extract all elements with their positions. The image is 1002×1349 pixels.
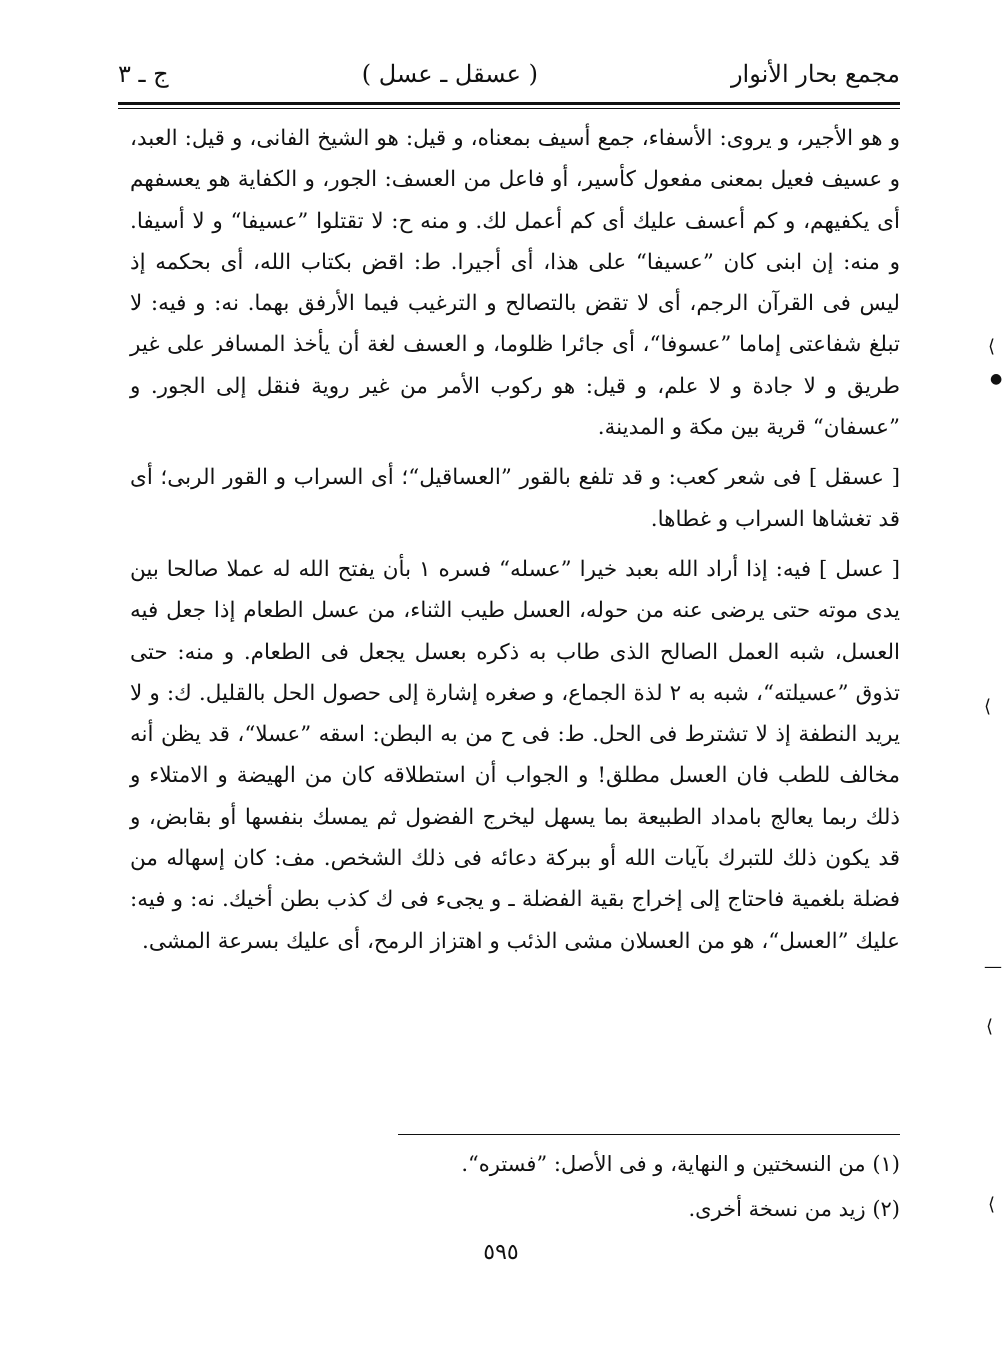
footnote-1: (١) من النسختين و النهاية، و فى الأصل: ”فستره“. bbox=[461, 1152, 900, 1176]
margin-mark: ⟩ bbox=[988, 336, 996, 357]
margin-mark: — bbox=[984, 956, 1002, 977]
page-number: ٥٩٥ bbox=[483, 1240, 519, 1265]
paragraph-asif: و هو الأجير، و يروى: الأسفاء، جمع أسيف بمعناه، و قيل: هو الشيخ الفانى، و قيل: العبد، و عسيف فعيل بمعنى مفعول كأسير، أو فاعل من العسف: الجور، و الكفاية هو يعسفهم أى يكفيهم، و كم أعسف عليك أى كم أعمل لك. و منه ح: لا تقتلوا ”عسيفا“ و لا أسيفا. و منه: إن ابنى كان ”عسيفا“ على هذا، أى أجيرا. ط: اقض بكتاب الله، أى بحكمه إذ ليس فى القرآن الرجم، أى لا تقض بالتصالح و الترغيب فيما الأرفق بهما. نه: و فيه: لا تبلغ شفاعتى إماما ”عسوفا“، أى جائرا ظلوما، و العسف لغة أن يأخذ المسافر على غير طريق و لا جادة و لا علم، و قيل: هو ركوب الأمر من غير روية فنقل إلى الجور. و ”عسفان“ قرية بين مكة و المدينة. bbox=[130, 126, 900, 441]
paragraph-asqal: [ عسقل ] فى شعر كعب: و قد تلفع بالقور ”العساقيل“؛ أى السراب و القور الربى؛ أى قد تغشاها السراب و غطاها. bbox=[130, 465, 900, 532]
footnote-rule bbox=[398, 1134, 900, 1135]
paragraph-asal: [ عسل ] فيه: إذا أراد الله بعبد خيرا ”عسله“ فسره ١ بأن يفتح الله له عملا صالحا بين يدى موته حتى يرضى عنه من حوله، العسل طيب الثناء، من عسل الطعام إذا جعل فيه العسل، شبه العمل الصالح الذى طاب به ذكره بعسل يجعل فى الطعام. و منه: حتى تذوق ”عسيلته“، شبه به ٢ لذة الجماع، و صغره إشارة إلى حصول الحل بالقليل. ك: و لا يريد النطفة إذ لا تشترط فى الحل. ط: فى ح من به البطن: اسقه ”عسلا“، قد يظن أنه مخالف للطب فان العسل مطلق! و الجواب أن استطلاقه كان من الهيضة و الامتلاء و ذلك ربما يعالج بامداد الطبيعة بما يسهل ليخرج الفضول ثم يمسك بنفسها أو بقابض، و قد يكون ذلك للتبرك بآيات الله أو ببركة دعائه فى ذلك الشخص. مف: كان إسهاله من فضلة بلغمية فاحتاج إلى إخراج بقية الفضلة ـ و يجىء فى ك كذب بطن أخيك. نه: و فيه: عليك ”العسل“، هو من العسلان مشى الذئب و اهتزاز الرمح، أى عليك بسرعة المشى. bbox=[130, 556, 900, 954]
footnotes bbox=[130, 1142, 900, 1232]
margin-dot: ● bbox=[990, 371, 1002, 387]
main-text bbox=[130, 118, 900, 962]
footnote-2: (٢) زيد من نسخة أخرى. bbox=[688, 1197, 900, 1221]
header-rule-thick bbox=[118, 102, 900, 105]
margin-mark: ⟩ bbox=[988, 1194, 996, 1215]
running-header bbox=[118, 52, 900, 96]
header-rule-thin bbox=[118, 108, 900, 109]
margin-mark: ⟩ bbox=[986, 1016, 994, 1037]
volume-label: ج ـ ٣ bbox=[118, 60, 169, 88]
margin-mark: ⟩ bbox=[984, 696, 992, 717]
book-title: مجمع بحار الأنوار bbox=[730, 60, 900, 88]
entry-range: ( عسقل ـ عسل ) bbox=[361, 60, 538, 88]
